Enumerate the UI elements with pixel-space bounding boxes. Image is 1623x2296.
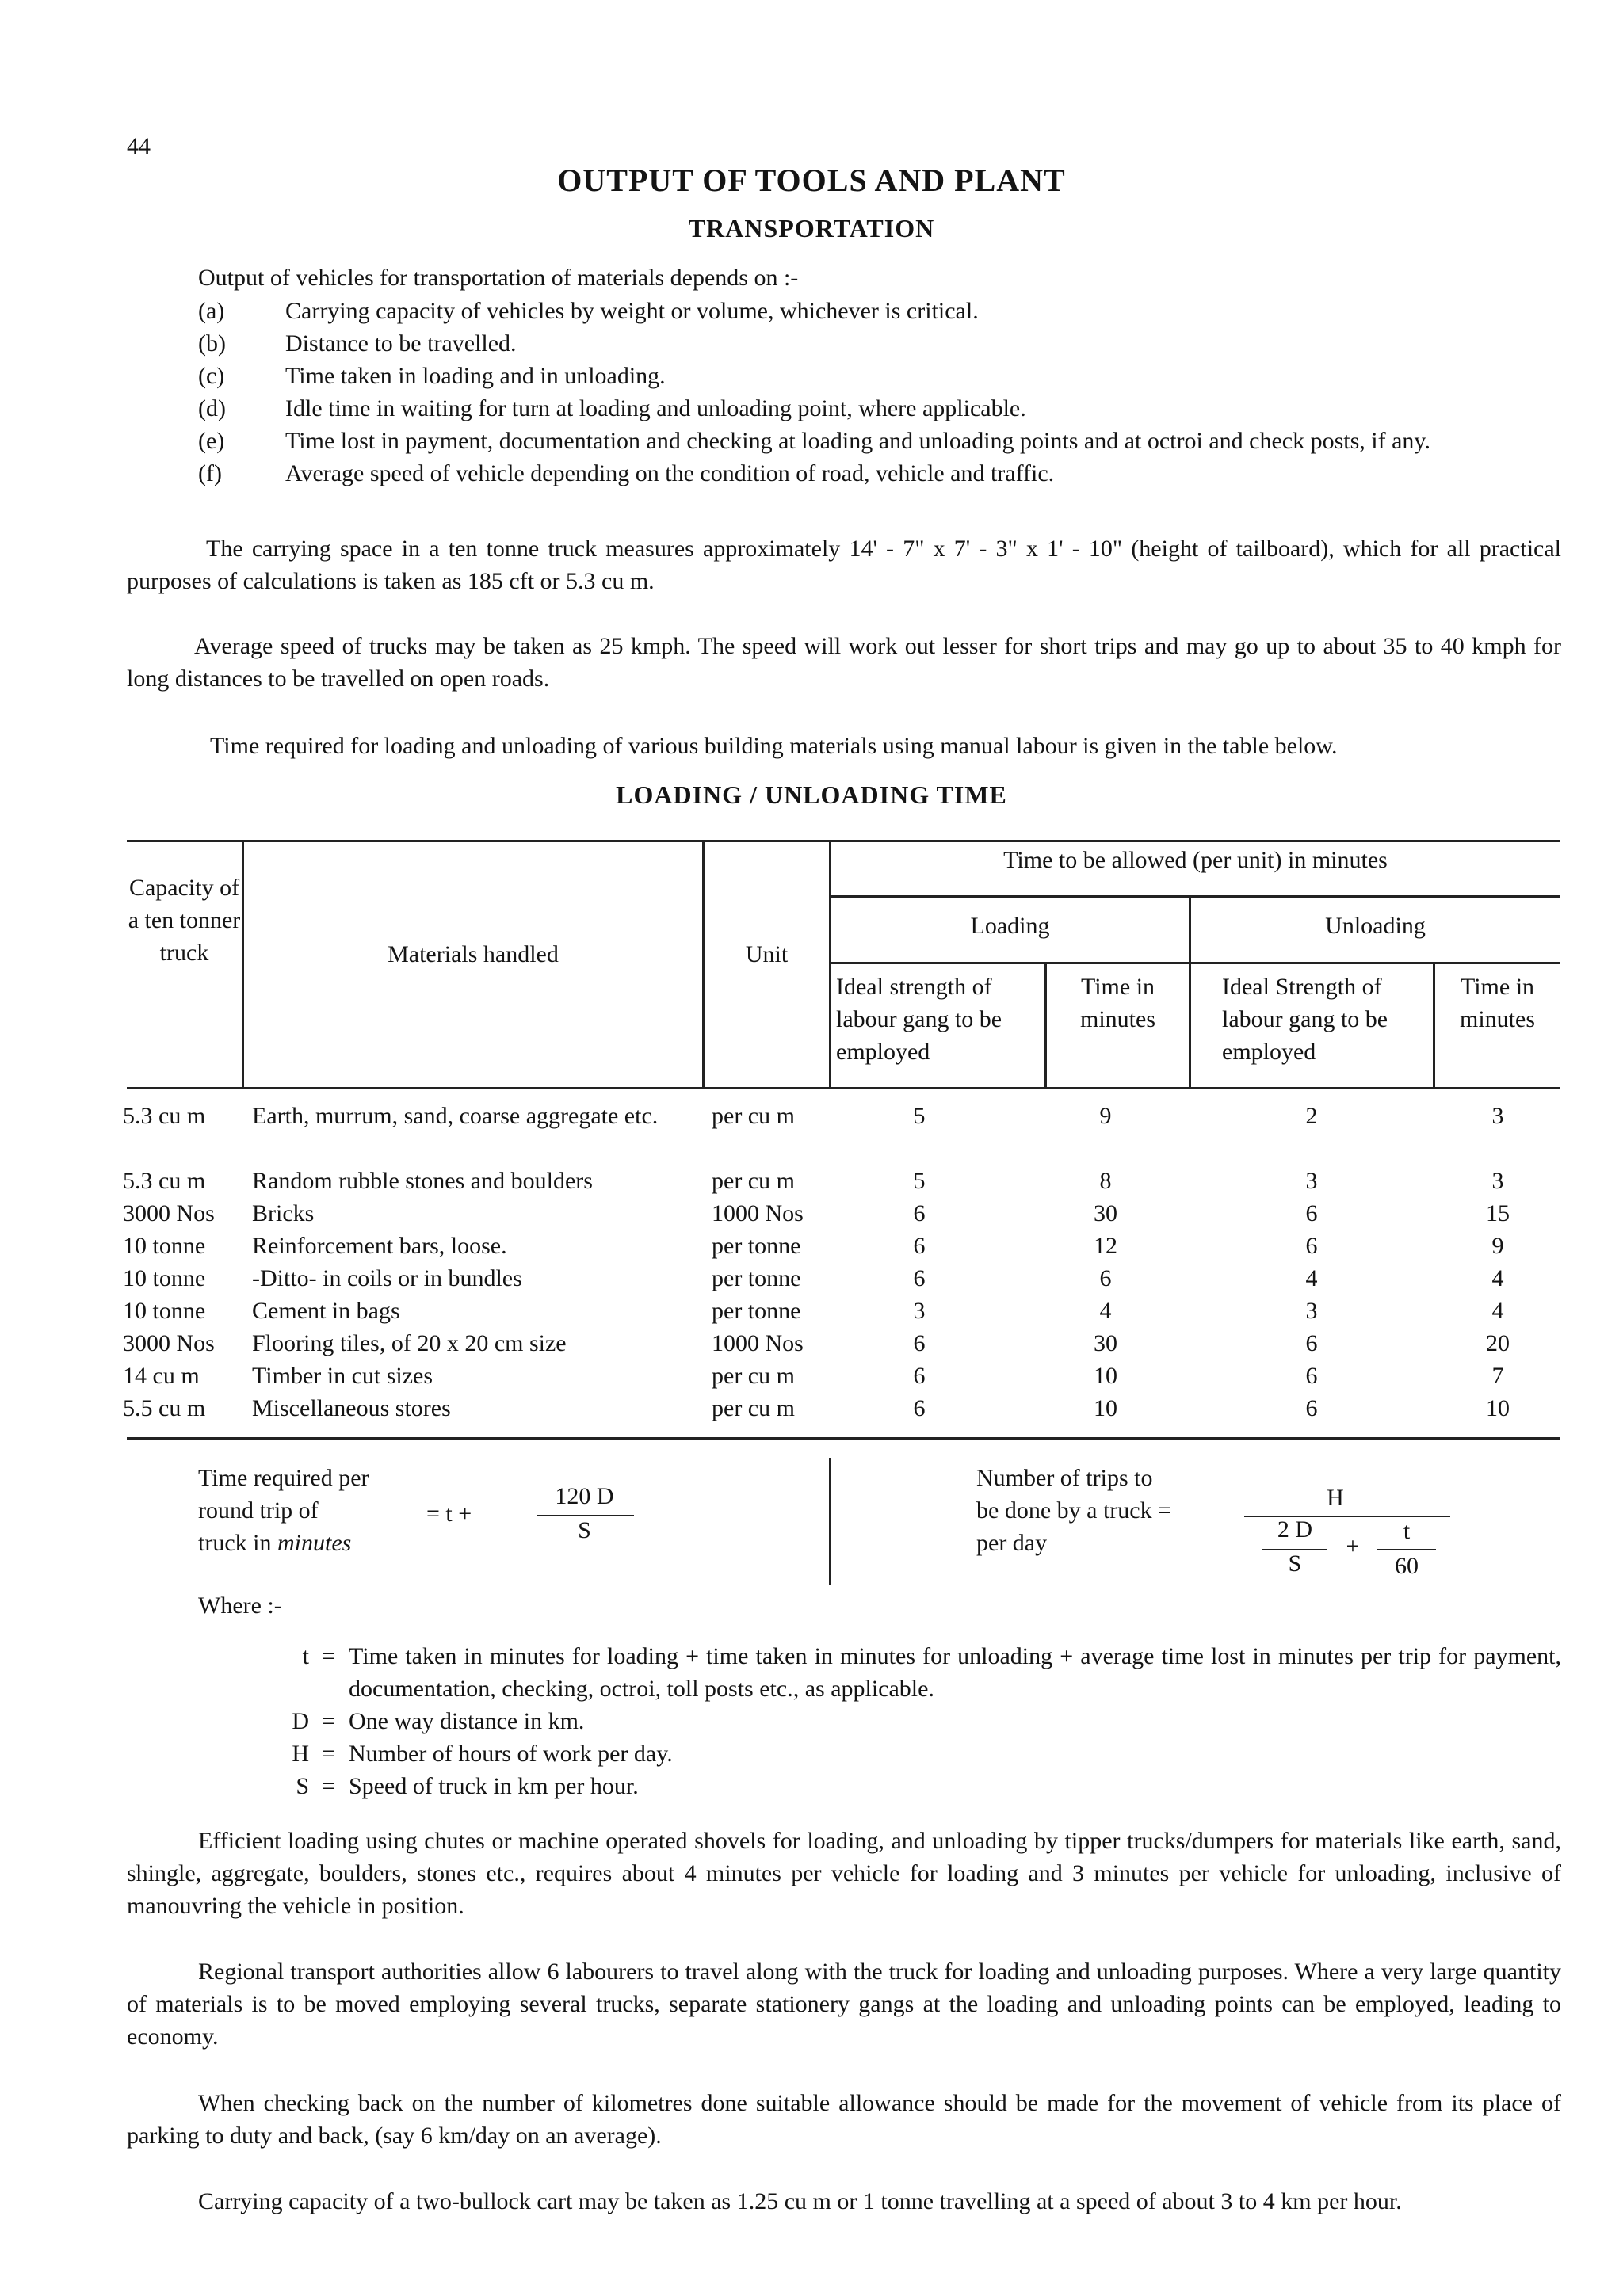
formula-numerator: 120 D <box>555 1483 614 1509</box>
header-unit: Unit <box>745 941 789 967</box>
cell-unload-time: 4 <box>1491 1265 1504 1291</box>
list-item <box>198 327 1561 360</box>
cell-capacity: 3000 Nos <box>123 1330 215 1356</box>
cell-unit: per tonne <box>712 1298 801 1324</box>
formula-label-line: round trip of <box>198 1497 319 1524</box>
list-item <box>198 360 1561 392</box>
cell-material: Flooring tiles, of 20 x 20 cm size <box>252 1330 567 1356</box>
header-materials: Materials handled <box>388 941 559 967</box>
cell-unload-time: 3 <box>1491 1103 1504 1129</box>
cell-load-time: 8 <box>1099 1168 1112 1194</box>
cell-unit: per cu m <box>712 1363 795 1389</box>
cell-load-time: 30 <box>1094 1200 1117 1226</box>
cell-load-time: 9 <box>1099 1103 1112 1129</box>
cell-material: Miscellaneous stores <box>252 1395 451 1421</box>
cell-load-gang: 6 <box>913 1265 926 1291</box>
list-item <box>262 1640 1561 1705</box>
cell-load-time: 4 <box>1099 1298 1112 1324</box>
formula-equals: = t + <box>426 1501 472 1527</box>
page-number: 44 <box>127 133 151 159</box>
fraction-bar <box>1377 1549 1436 1550</box>
fraction-bar <box>537 1515 634 1516</box>
cell-unload-time: 20 <box>1486 1330 1510 1356</box>
header-load-time: Time in minutes <box>1080 974 1155 1032</box>
cell-load-time: 6 <box>1099 1265 1112 1291</box>
formula-label-line <box>198 1527 351 1559</box>
cell-unload-gang: 3 <box>1305 1168 1318 1194</box>
time-required-paragraph: Time required for loading and unloading of various building materials using manual labour is given in the table below. <box>210 733 1338 759</box>
cell-load-gang: 5 <box>913 1103 926 1129</box>
cell-unload-gang: 6 <box>1305 1233 1318 1259</box>
header-capacity: Capacity of a ten tonner truck <box>128 875 241 966</box>
cell-unload-gang: 2 <box>1305 1103 1318 1129</box>
where-label: Where :- <box>198 1592 282 1619</box>
carrying-space-paragraph: The carrying space in a ten tonne truck measures approximately 14' - 7" x 7' - 3" x 1' - 10" (height of tailboard), which for all practical purposes of calculations is taken as 185 cft or 5.3 cu m. <box>127 536 1561 594</box>
cell-material: Random rubble stones and boulders <box>252 1168 593 1194</box>
formula-denominator: S <box>578 1517 591 1543</box>
list-item <box>262 1770 1561 1802</box>
definition-equals: = <box>322 1708 336 1734</box>
regional-transport-paragraph: Regional transport authorities allow 6 labourers to travel along with the truck for loading and unloading purposes. Where a very large quantity of materials is to be moved employing several trucks, separate stationery gangs at the loading and unloading points can be employed, leading to economy. <box>127 1958 1561 2050</box>
cell-unload-gang: 6 <box>1305 1395 1318 1421</box>
page-title: OUTPUT OF TOOLS AND PLANT <box>557 162 1066 198</box>
definition-text: Time taken in minutes for loading + time taken in minutes for unloading + average time lost in minutes per trip for payment, documentation, checking, octroi, toll posts etc., as applicable. <box>349 1643 1561 1702</box>
cell-load-gang: 6 <box>913 1200 926 1226</box>
header-unload-time: Time in minutes <box>1460 974 1535 1032</box>
cell-unload-time: 3 <box>1491 1168 1504 1194</box>
cell-capacity: 3000 Nos <box>123 1200 215 1226</box>
table-header-rule <box>831 895 1560 898</box>
cell-capacity: 5.3 cu m <box>123 1103 206 1129</box>
speed-paragraph: Average speed of trucks may be taken as 25 kmph. The speed will work out lesser for short trips and may go up to about 35 to 40 kmph for long distances to be travelled on open roads. <box>127 633 1561 692</box>
cell-unload-gang: 4 <box>1305 1265 1318 1291</box>
list-item <box>262 1705 1561 1737</box>
cell-load-time: 30 <box>1094 1330 1117 1356</box>
definition-equals: = <box>322 1773 336 1799</box>
definition-equals: = <box>322 1741 336 1767</box>
list-label: (e) <box>198 428 225 454</box>
cell-unload-time: 4 <box>1491 1298 1504 1324</box>
list-text: Time taken in loading and in unloading. <box>285 363 666 389</box>
cell-unit: per tonne <box>712 1233 801 1259</box>
cell-unload-time: 15 <box>1486 1200 1510 1226</box>
cell-unit: per cu m <box>712 1395 795 1421</box>
efficient-loading-paragraph: Efficient loading using chutes or machine operated shovels for loading, and unloading by tipper trucks/dumpers for materials like earth, sand, shingle, aggregate, boulders, stones etc., requires about 4 minutes per vehicle for loading and 3 minutes per vehicle for unloading, inclusive of manouvring the vehicle in position. <box>127 1828 1561 1919</box>
formula-divider <box>829 1458 831 1585</box>
list-item <box>198 425 1561 457</box>
definition-symbol: S <box>296 1773 309 1799</box>
cell-unload-time: 7 <box>1491 1363 1504 1389</box>
cell-load-gang: 6 <box>913 1330 926 1356</box>
definition-symbol: D <box>292 1708 309 1734</box>
list-text: Distance to be travelled. <box>285 330 517 357</box>
cell-unit: 1000 Nos <box>712 1330 804 1356</box>
checking-paragraph: When checking back on the number of kilometres done suitable allowance should be made for the movement of vehicle from its place of parking to duty and back, (say 6 km/day on an average). <box>127 2090 1561 2149</box>
cell-load-gang: 6 <box>913 1395 926 1421</box>
formula-sub-numerator: t <box>1403 1518 1411 1544</box>
definition-text: One way distance in km. <box>349 1708 585 1734</box>
list-text: Carrying capacity of vehicles by weight or volume, whichever is critical. <box>285 298 979 324</box>
definition-text: Number of hours of work per day. <box>349 1741 673 1767</box>
list-item <box>198 392 1561 425</box>
cell-unit: per cu m <box>712 1103 795 1129</box>
cell-unload-gang: 6 <box>1305 1363 1318 1389</box>
formula-numerator: H <box>1327 1485 1344 1511</box>
list-item <box>198 457 1561 490</box>
bullock-cart-paragraph: Carrying capacity of a two-bullock cart may be taken as 1.25 cu m or 1 tonne travelling at a speed of about 3 to 4 km per hour. <box>198 2188 1402 2214</box>
list-item <box>198 295 1561 327</box>
cell-capacity: 14 cu m <box>123 1363 200 1389</box>
cell-load-gang: 3 <box>913 1298 926 1324</box>
formula-label-italic: minutes <box>277 1530 352 1556</box>
header-load-gang: Ideal strength of labour gang to be employed <box>836 974 1002 1065</box>
cell-material: Reinforcement bars, loose. <box>252 1233 507 1259</box>
table-column-rule <box>829 840 831 1089</box>
formula-label-text: truck in <box>198 1530 277 1556</box>
header-unload-gang: Ideal Strength of labour gang to be employed <box>1222 974 1388 1065</box>
cell-unload-time: 10 <box>1486 1395 1510 1421</box>
formula-sub-denominator: S <box>1288 1550 1302 1577</box>
cell-load-time: 12 <box>1094 1233 1117 1259</box>
list-text: Average speed of vehicle depending on the condition of road, vehicle and traffic. <box>285 460 1055 486</box>
cell-unit: per cu m <box>712 1168 795 1194</box>
list-label: (d) <box>198 395 226 421</box>
table-top-rule <box>127 840 1560 842</box>
list-item <box>262 1737 1561 1770</box>
cell-material: Timber in cut sizes <box>252 1363 433 1389</box>
formula-sub-numerator: 2 D <box>1277 1516 1313 1543</box>
intro-text: Output of vehicles for transportation of materials depends on :- <box>198 265 799 291</box>
definition-symbol: t <box>302 1643 309 1669</box>
cell-capacity: 5.3 cu m <box>123 1168 206 1194</box>
list-text: Time lost in payment, documentation and checking at loading and unloading points and at octroi and check posts, if any. <box>285 428 1430 454</box>
table-bottom-rule <box>127 1437 1560 1440</box>
cell-load-time: 10 <box>1094 1395 1117 1421</box>
cell-load-gang: 5 <box>913 1168 926 1194</box>
cell-unit: 1000 Nos <box>712 1200 804 1226</box>
table-header-rule <box>831 962 1560 964</box>
table-header-bottom-rule <box>127 1087 1560 1089</box>
list-label: (f) <box>198 460 222 486</box>
definition-equals: = <box>322 1643 336 1669</box>
formula-label-line: per day <box>976 1530 1048 1556</box>
definition-list <box>262 1640 1561 1802</box>
formula-label-line: Time required per <box>198 1465 369 1491</box>
header-unloading: Unloading <box>1325 913 1426 939</box>
cell-unload-gang: 3 <box>1305 1298 1318 1324</box>
cell-material: Cement in bags <box>252 1298 400 1324</box>
list-label: (c) <box>198 363 225 389</box>
cell-unit: per tonne <box>712 1265 801 1291</box>
formula-label-line: Number of trips to <box>976 1465 1153 1491</box>
cell-material: -Ditto- in coils or in bundles <box>252 1265 522 1291</box>
formula-plus: + <box>1346 1533 1360 1559</box>
cell-load-gang: 6 <box>913 1233 926 1259</box>
cell-unload-gang: 6 <box>1305 1200 1318 1226</box>
cell-load-time: 10 <box>1094 1363 1117 1389</box>
list-label: (b) <box>198 330 226 357</box>
table-title: LOADING / UNLOADING TIME <box>616 780 1007 809</box>
definition-text: Speed of truck in km per hour. <box>349 1773 639 1799</box>
formula-sub-denominator: 60 <box>1395 1553 1419 1579</box>
list-label: (a) <box>198 298 225 324</box>
cell-capacity: 10 tonne <box>123 1233 206 1259</box>
section-title: TRANSPORTATION <box>688 214 935 242</box>
cell-capacity: 10 tonne <box>123 1298 206 1324</box>
list-text: Idle time in waiting for turn at loading and unloading point, where applicable. <box>285 395 1026 421</box>
cell-load-gang: 6 <box>913 1363 926 1389</box>
definition-symbol: H <box>292 1741 309 1767</box>
cell-unload-time: 9 <box>1491 1233 1504 1259</box>
header-time-group: Time to be allowed (per unit) in minutes <box>1003 847 1388 873</box>
cell-capacity: 5.5 cu m <box>123 1395 206 1421</box>
factor-list <box>198 295 1561 490</box>
cell-material: Bricks <box>252 1200 315 1226</box>
cell-material: Earth, murrum, sand, coarse aggregate etc. <box>252 1103 659 1129</box>
cell-unload-gang: 6 <box>1305 1330 1318 1356</box>
header-loading: Loading <box>970 913 1050 939</box>
formula-label-line: be done by a truck = <box>976 1497 1172 1524</box>
cell-capacity: 10 tonne <box>123 1265 206 1291</box>
